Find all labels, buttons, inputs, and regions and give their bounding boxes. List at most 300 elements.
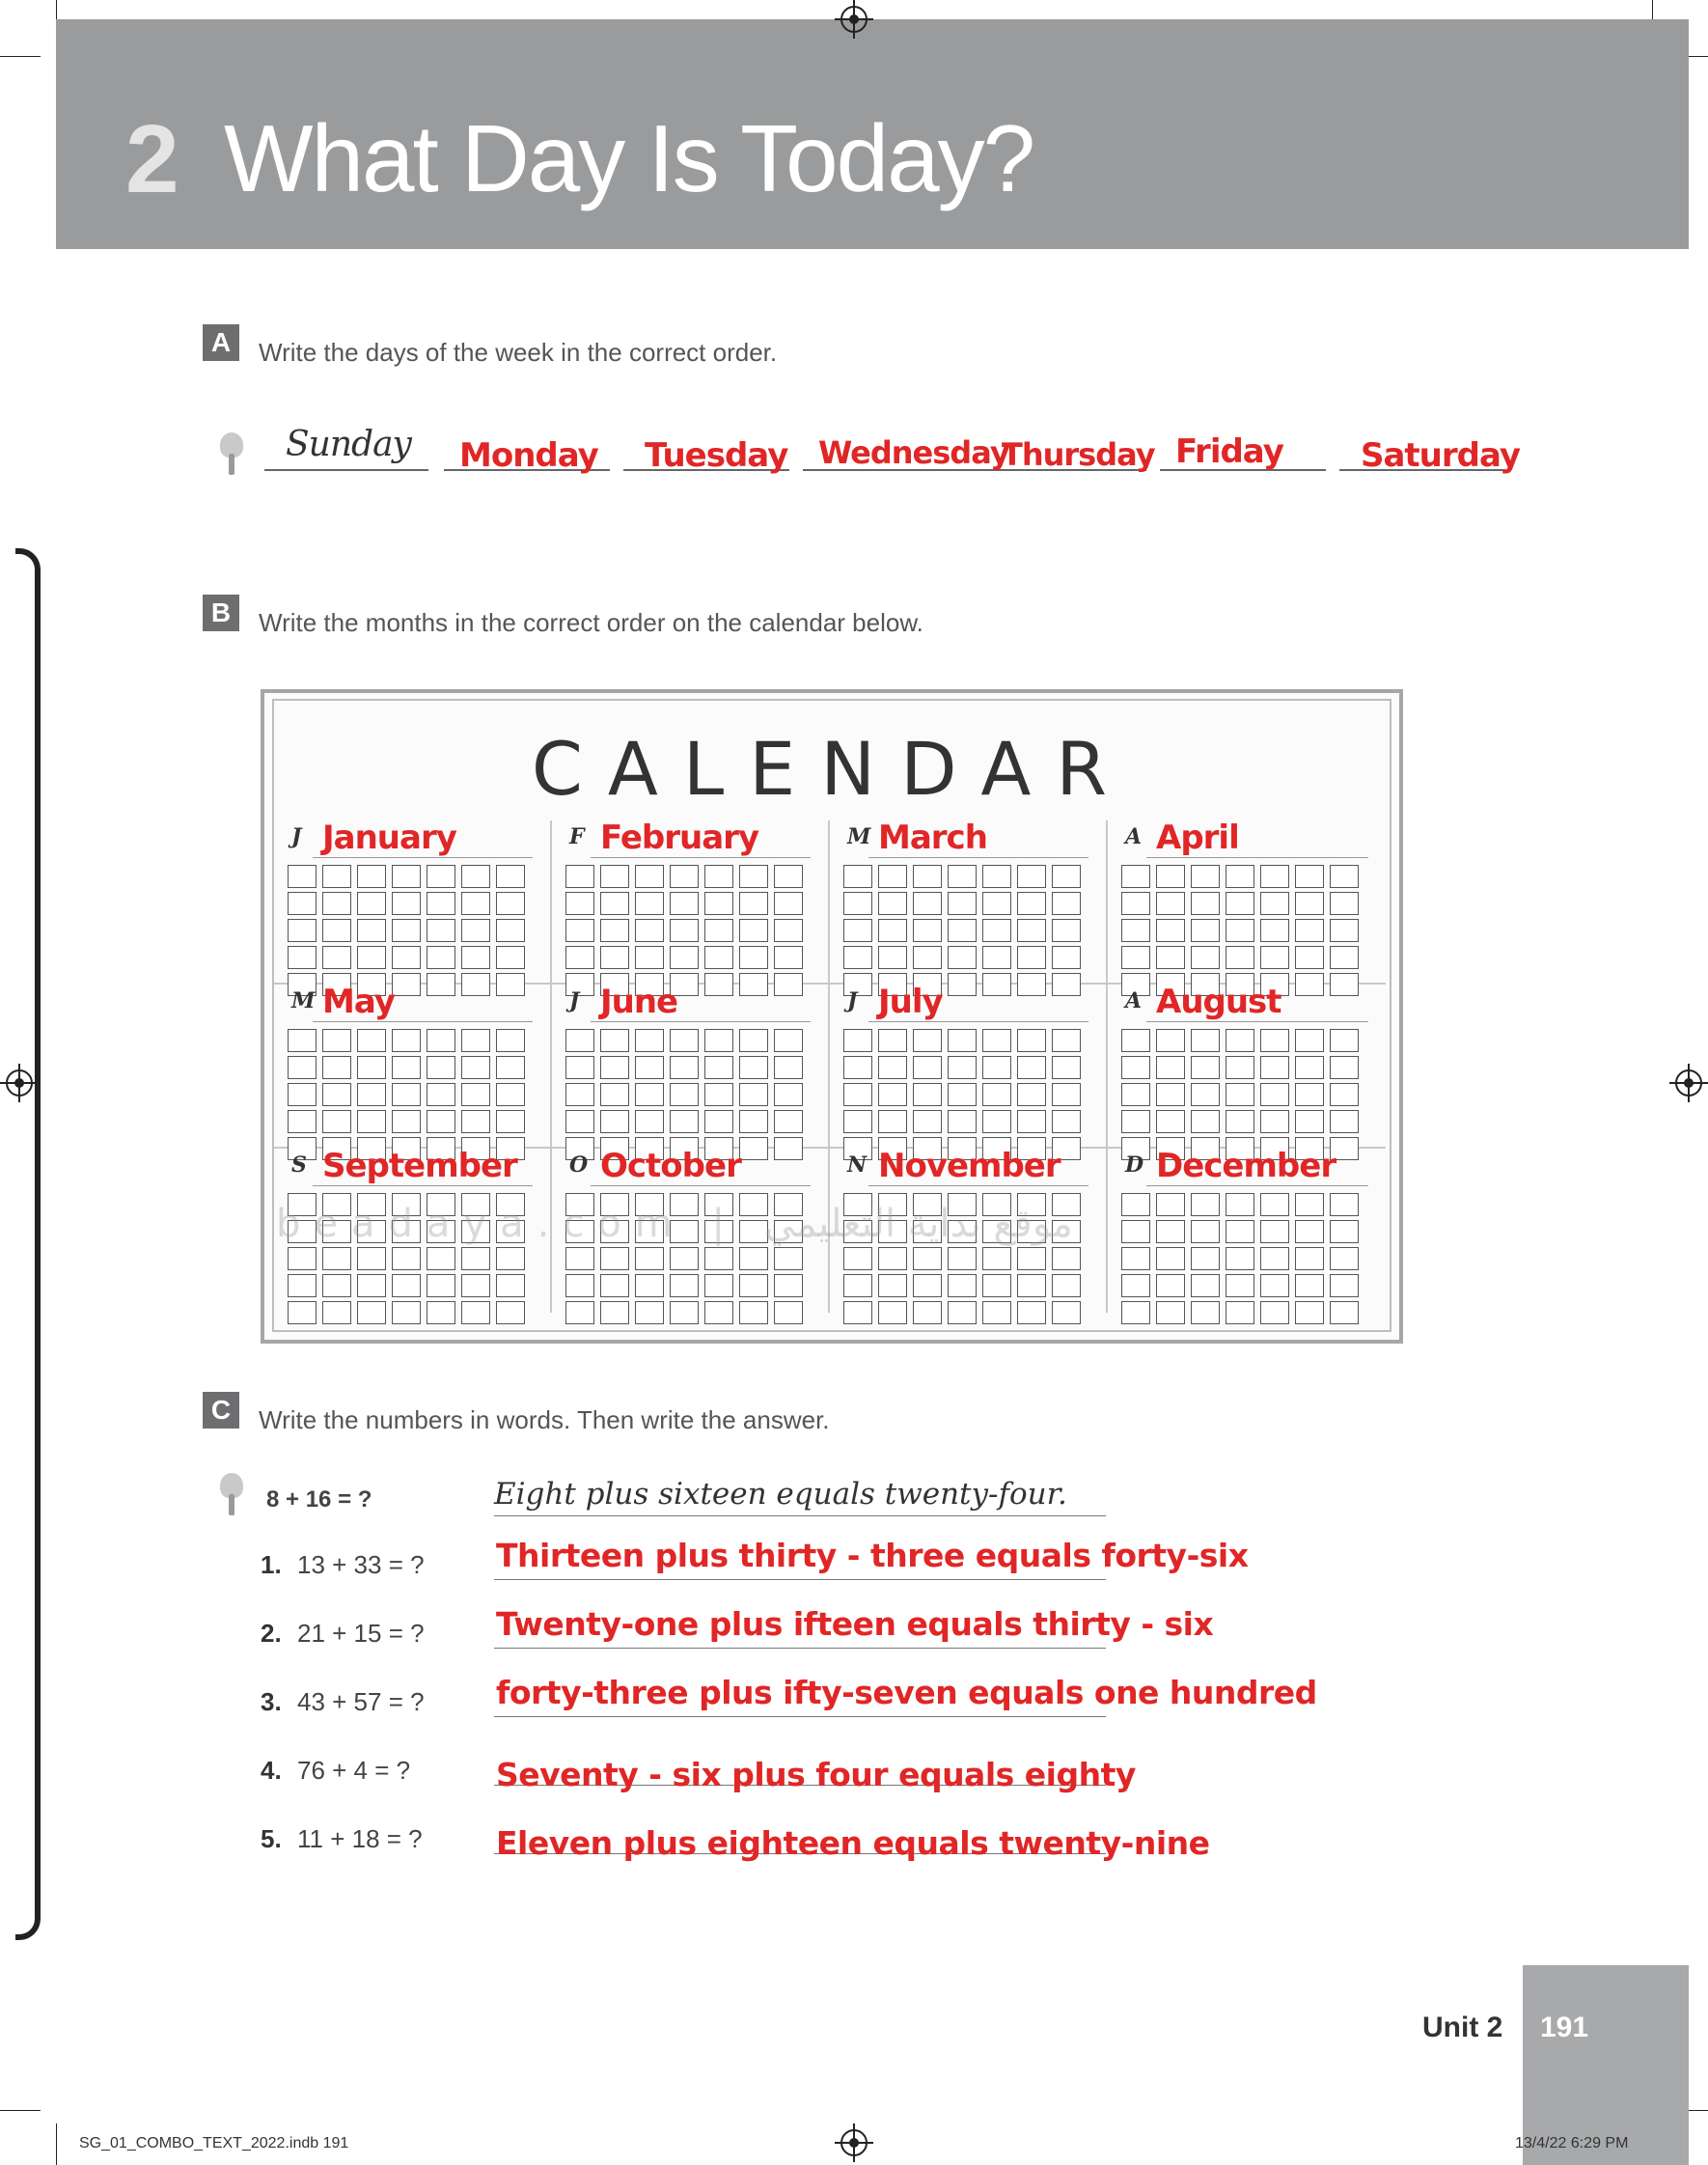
calendar-title: CALENDAR — [531, 726, 1133, 812]
day-cell — [843, 1083, 872, 1106]
day-cell — [392, 1301, 421, 1324]
day-cell — [427, 919, 455, 942]
day-cell — [1330, 1301, 1359, 1324]
month-name: September — [322, 1147, 517, 1185]
day-cell — [1226, 1110, 1254, 1133]
day-cell — [635, 865, 664, 888]
day-cell — [982, 946, 1011, 969]
month-initial: M — [291, 988, 316, 1013]
day-cell — [1226, 1193, 1254, 1216]
day-cell — [288, 919, 317, 942]
day-cell — [1260, 919, 1289, 942]
day-cell — [982, 1083, 1011, 1106]
day-cell — [1191, 1193, 1220, 1216]
day-cell — [288, 1083, 317, 1106]
day-cell — [1260, 865, 1289, 888]
day-cell — [1121, 1083, 1150, 1106]
day-cell — [1260, 1083, 1289, 1106]
day-cell — [878, 1110, 907, 1133]
day-cell — [1052, 1247, 1081, 1270]
day-cell — [843, 1056, 872, 1079]
month-initial: N — [847, 1152, 868, 1178]
month-initial: J — [847, 988, 858, 1013]
day-cell — [913, 1056, 942, 1079]
day-cell — [948, 1110, 977, 1133]
day-cell — [496, 865, 525, 888]
day-cell — [1156, 1029, 1185, 1052]
day-cell — [357, 1301, 386, 1324]
day-cell — [913, 892, 942, 915]
day-cell — [1330, 1247, 1359, 1270]
day-cell — [496, 1083, 525, 1106]
page-title: What Day Is Today? — [224, 105, 1034, 211]
day-cell — [1330, 1220, 1359, 1243]
crop-mark — [0, 56, 41, 57]
section-a-instruction: Write the days of the week in the correct order. — [259, 338, 778, 367]
day-cell — [843, 1301, 872, 1324]
day-cell — [427, 1274, 455, 1297]
day-cell — [948, 1056, 977, 1079]
section-b-instruction: Write the months in the correct order on the calendar below. — [259, 608, 923, 637]
item-problem: 11 + 18 = ? — [297, 1824, 423, 1853]
day-cell — [565, 1110, 594, 1133]
day-cell — [670, 1056, 699, 1079]
item-number: 3. — [261, 1687, 282, 1716]
day-cell — [1295, 1301, 1324, 1324]
section-b-badge: B — [203, 595, 239, 631]
day-cell — [1226, 946, 1254, 969]
day-cell — [670, 1110, 699, 1133]
day-cell — [357, 1274, 386, 1297]
day-answer: Saturday — [1361, 436, 1521, 475]
day-cell — [1260, 1193, 1289, 1216]
day-cell — [427, 1083, 455, 1106]
crop-mark — [0, 2110, 41, 2111]
day-cell — [913, 1247, 942, 1270]
day-cell — [496, 1056, 525, 1079]
day-cell — [565, 1247, 594, 1270]
day-cell — [878, 1301, 907, 1324]
item-number: 4. — [261, 1756, 282, 1785]
month-block — [1108, 820, 1386, 985]
day-cell — [878, 1083, 907, 1106]
day-cell — [704, 1274, 733, 1297]
day-cell — [1295, 892, 1324, 915]
day-cell — [1260, 1247, 1289, 1270]
day-cell — [565, 1083, 594, 1106]
day-cell — [774, 1247, 803, 1270]
day-cell — [1156, 892, 1185, 915]
day-cell — [704, 892, 733, 915]
day-cell — [322, 1301, 351, 1324]
day-cell — [1156, 1220, 1185, 1243]
day-cell — [774, 1274, 803, 1297]
day-cell — [1052, 946, 1081, 969]
day-cell — [982, 1247, 1011, 1270]
day-cell — [322, 892, 351, 915]
day-cell — [1156, 1083, 1185, 1106]
day-cell — [1226, 1247, 1254, 1270]
month-name: February — [600, 819, 759, 857]
day-cell — [1295, 1220, 1324, 1243]
item-problem: 76 + 4 = ? — [297, 1756, 411, 1785]
day-cell — [1330, 1083, 1359, 1106]
day-cell — [843, 919, 872, 942]
day-cell — [1191, 892, 1220, 915]
day-cell — [496, 892, 525, 915]
day-cell — [461, 1083, 490, 1106]
day-cell — [1052, 1056, 1081, 1079]
day-cell — [704, 1056, 733, 1079]
day-cell — [1121, 1110, 1150, 1133]
day-cell — [774, 1056, 803, 1079]
day-cell — [1295, 919, 1324, 942]
day-cell — [496, 946, 525, 969]
day-cell — [704, 865, 733, 888]
month-block — [830, 985, 1108, 1149]
day-cell — [565, 946, 594, 969]
day-cell — [461, 946, 490, 969]
month-write-line — [313, 1185, 533, 1186]
day-cell — [843, 892, 872, 915]
month-write-line — [1146, 1185, 1368, 1186]
month-write-line — [591, 1185, 811, 1186]
day-cell — [322, 1247, 351, 1270]
day-cell — [1156, 1247, 1185, 1270]
day-cell — [948, 865, 977, 888]
day-cell — [1260, 892, 1289, 915]
unit-label: Unit 2 — [1422, 2012, 1503, 2043]
day-cell — [704, 1247, 733, 1270]
day-cell — [1017, 1029, 1046, 1052]
day-cell — [982, 1056, 1011, 1079]
section-c-instruction: Write the numbers in words. Then write the answer. — [259, 1405, 830, 1434]
day-cell — [1017, 892, 1046, 915]
day-cell — [1295, 1193, 1324, 1216]
month-block — [552, 820, 830, 985]
day-cell — [427, 1110, 455, 1133]
watermark-text: beadaya.com | موقع بداية التعليمي — [276, 1202, 1073, 1246]
day-cell — [982, 1110, 1011, 1133]
day-cell — [1226, 865, 1254, 888]
day-cell — [1191, 1247, 1220, 1270]
day-cell — [670, 865, 699, 888]
day-cell — [739, 919, 768, 942]
day-cell — [565, 919, 594, 942]
day-cell — [461, 1247, 490, 1270]
day-cell — [600, 1247, 629, 1270]
day-cell — [635, 1301, 664, 1324]
day-cell — [1121, 1247, 1150, 1270]
answer-line — [494, 1515, 1106, 1516]
day-cell — [496, 1110, 525, 1133]
day-cell — [1330, 946, 1359, 969]
day-cell — [670, 1029, 699, 1052]
day-cell — [843, 946, 872, 969]
day-cell — [357, 946, 386, 969]
day-cell — [1260, 1056, 1289, 1079]
item-answer: forty-three plus ifty-seven equals one hundred — [496, 1674, 1317, 1711]
day-cell — [427, 892, 455, 915]
month-write-line — [591, 857, 811, 858]
day-cell — [288, 1029, 317, 1052]
day-cell — [600, 1274, 629, 1297]
day-cell — [1330, 1110, 1359, 1133]
month-initial: F — [569, 824, 585, 849]
registration-mark-icon — [840, 6, 868, 33]
day-cell — [1295, 1083, 1324, 1106]
day-cell — [565, 865, 594, 888]
day-cell — [357, 865, 386, 888]
day-cell — [427, 1247, 455, 1270]
day-cell — [1121, 1274, 1150, 1297]
month-write-line — [313, 1021, 533, 1022]
day-cell — [496, 1274, 525, 1297]
day-cell — [704, 1029, 733, 1052]
day-cell — [1017, 1274, 1046, 1297]
month-initial: A — [1125, 988, 1143, 1013]
day-cell — [1121, 892, 1150, 915]
month-initial: A — [1125, 824, 1143, 849]
day-cell — [1330, 892, 1359, 915]
day-cell — [774, 865, 803, 888]
item-answer: Eleven plus eighteen equals twenty-nine — [496, 1824, 1210, 1862]
day-cell — [635, 1110, 664, 1133]
day-cell — [913, 1083, 942, 1106]
day-cell — [1226, 919, 1254, 942]
day-cell — [739, 946, 768, 969]
answer-line — [494, 1579, 1106, 1580]
day-cell — [1121, 1193, 1150, 1216]
day-cell — [1017, 946, 1046, 969]
day-cell — [982, 1301, 1011, 1324]
day-cell — [704, 919, 733, 942]
day-cell — [392, 1247, 421, 1270]
day-cell — [982, 919, 1011, 942]
day-cell — [982, 865, 1011, 888]
item-number: 2. — [261, 1619, 282, 1648]
day-cell — [1295, 1029, 1324, 1052]
day-cell — [774, 946, 803, 969]
day-cell — [565, 892, 594, 915]
day-cell — [774, 1110, 803, 1133]
day-cell — [496, 919, 525, 942]
day-cell — [1121, 919, 1150, 942]
day-cell — [322, 1029, 351, 1052]
day-answer: Friday — [1175, 432, 1283, 471]
day-cell — [1226, 1301, 1254, 1324]
day-cell — [392, 865, 421, 888]
month-block — [1108, 985, 1386, 1149]
section-a-badge: A — [203, 324, 239, 361]
day-cell — [843, 865, 872, 888]
month-write-line — [313, 857, 533, 858]
month-block — [274, 820, 552, 985]
day-cell — [392, 1110, 421, 1133]
day-cell — [704, 1083, 733, 1106]
month-block — [274, 985, 552, 1149]
day-cell — [461, 1110, 490, 1133]
month-name: November — [878, 1147, 1061, 1185]
day-cell — [1330, 865, 1359, 888]
day-cell — [739, 1029, 768, 1052]
day-cell — [1017, 1056, 1046, 1079]
day-cell — [670, 1301, 699, 1324]
day-cell — [1121, 946, 1150, 969]
day-cell — [1330, 1193, 1359, 1216]
day-cell — [1191, 1029, 1220, 1052]
day-cell — [982, 1274, 1011, 1297]
day-cell — [1121, 1029, 1150, 1052]
answer-line — [494, 1648, 1106, 1649]
day-cell — [1052, 1083, 1081, 1106]
month-initial: D — [1125, 1152, 1144, 1178]
day-cell — [635, 1247, 664, 1270]
day-cell — [670, 919, 699, 942]
lightbulb-hint-icon — [220, 432, 243, 475]
day-cell — [565, 1274, 594, 1297]
day-cell — [774, 1083, 803, 1106]
day-cell — [878, 946, 907, 969]
day-cell — [461, 1056, 490, 1079]
day-cell — [1052, 1274, 1081, 1297]
day-cell — [774, 919, 803, 942]
day-cell — [1226, 1029, 1254, 1052]
example-answer: Eight plus sixteen equals twenty-four. — [494, 1477, 1067, 1512]
day-cell — [635, 1056, 664, 1079]
day-cell — [1156, 1193, 1185, 1216]
day-cell — [461, 1301, 490, 1324]
day-cell — [288, 1301, 317, 1324]
day-cell — [288, 946, 317, 969]
day-cell — [392, 1029, 421, 1052]
day-cell — [1260, 1274, 1289, 1297]
day-cell — [1260, 1029, 1289, 1052]
day-cell — [739, 1247, 768, 1270]
day-cell — [1191, 865, 1220, 888]
month-name: May — [322, 983, 395, 1021]
day-cell — [600, 1029, 629, 1052]
day-cell — [427, 1029, 455, 1052]
print-timestamp: 13/4/22 6:29 PM — [1515, 2135, 1629, 2151]
day-cell — [774, 1029, 803, 1052]
day-cell — [878, 1274, 907, 1297]
day-cell — [1191, 1083, 1220, 1106]
month-write-line — [868, 1021, 1088, 1022]
day-cell — [496, 1247, 525, 1270]
example-problem: 8 + 16 = ? — [266, 1486, 372, 1513]
day-cell — [1052, 892, 1081, 915]
day-cell — [739, 1301, 768, 1324]
day-cell — [1295, 946, 1324, 969]
day-cell — [913, 1110, 942, 1133]
day-cell — [1017, 1083, 1046, 1106]
answer-line — [494, 1716, 1106, 1717]
day-cell — [1295, 865, 1324, 888]
day-cell — [982, 892, 1011, 915]
day-cell — [1156, 865, 1185, 888]
day-cell — [670, 1247, 699, 1270]
day-cell — [704, 946, 733, 969]
day-cell — [461, 919, 490, 942]
day-cell — [565, 1301, 594, 1324]
page-number: 191 — [1540, 2012, 1589, 2043]
day-cell — [1191, 946, 1220, 969]
item-answer: Seventy - six plus four equals eighty — [496, 1756, 1136, 1793]
month-name: June — [600, 983, 678, 1021]
day-cell — [1191, 1220, 1220, 1243]
day-cell — [739, 865, 768, 888]
day-cell — [288, 1247, 317, 1270]
day-answer: Wednesday — [818, 434, 1009, 471]
item-answer: Thirteen plus thirty - three equals forty-six — [496, 1537, 1249, 1574]
day-cell — [635, 946, 664, 969]
day-cell — [1226, 1083, 1254, 1106]
day-cell — [565, 1056, 594, 1079]
day-cell — [322, 1274, 351, 1297]
day-cell — [878, 1029, 907, 1052]
day-cell — [1226, 892, 1254, 915]
day-cell — [288, 865, 317, 888]
day-cell — [1330, 1056, 1359, 1079]
day-cell — [322, 1056, 351, 1079]
day-cell — [843, 1247, 872, 1270]
day-cell — [670, 1274, 699, 1297]
month-name: July — [878, 983, 943, 1021]
registration-mark-icon — [1675, 1069, 1702, 1096]
day-cell — [1052, 1301, 1081, 1324]
month-initial: M — [847, 824, 871, 849]
day-cell — [461, 865, 490, 888]
lightbulb-hint-icon — [220, 1473, 243, 1515]
day-cell — [739, 1056, 768, 1079]
day-cell — [1295, 1110, 1324, 1133]
day-cell — [1330, 1029, 1359, 1052]
day-cell — [1156, 1110, 1185, 1133]
day-cell — [948, 1029, 977, 1052]
month-block — [1108, 1149, 1386, 1313]
day-cell — [1156, 1301, 1185, 1324]
day-cell — [948, 892, 977, 915]
day-cell — [600, 946, 629, 969]
day-cell — [948, 919, 977, 942]
day-cell — [427, 1056, 455, 1079]
day-cell — [739, 1083, 768, 1106]
month-name: April — [1156, 819, 1239, 857]
day-cell — [913, 919, 942, 942]
day-cell — [1017, 1247, 1046, 1270]
file-info: SG_01_COMBO_TEXT_2022.indb 191 — [79, 2135, 349, 2151]
day-cell — [635, 1029, 664, 1052]
month-initial: J — [569, 988, 580, 1013]
month-write-line — [591, 1021, 811, 1022]
day-cell — [878, 892, 907, 915]
day-cell — [600, 1083, 629, 1106]
day-cell — [357, 919, 386, 942]
day-cell — [1052, 1110, 1081, 1133]
day-cell — [1017, 919, 1046, 942]
day-cell — [670, 892, 699, 915]
day-cell — [427, 946, 455, 969]
day-cell — [948, 1247, 977, 1270]
day-cell — [600, 1301, 629, 1324]
day-cell — [982, 1029, 1011, 1052]
day-cell — [843, 1029, 872, 1052]
day-cell — [357, 1056, 386, 1079]
day-answer: Thursday — [1002, 436, 1155, 473]
day-cell — [739, 1110, 768, 1133]
day-cell — [1052, 865, 1081, 888]
